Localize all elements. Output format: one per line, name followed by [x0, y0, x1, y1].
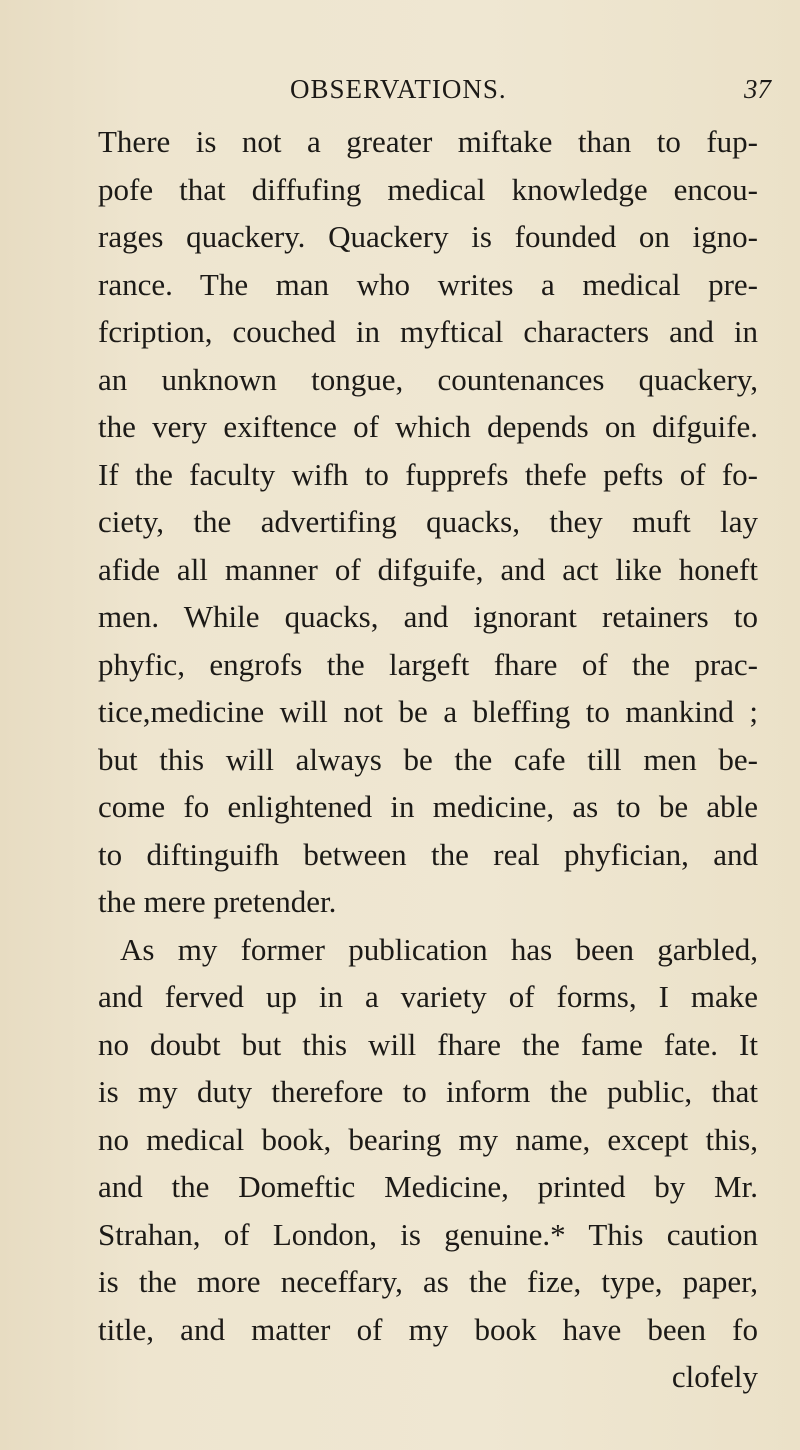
text-line: no doubt but this will fhare the fame fate. It [98, 1026, 758, 1062]
text-line: ciety, the advertifing quacks, they muft lay [98, 504, 758, 539]
text-line: men. While quacks, and ignorant retainers to [98, 599, 758, 634]
text-line: There is not a greater miftake than to fup- [98, 124, 758, 159]
text-line: If the faculty wifh to fupprefs thefe pefts of fo- [98, 456, 758, 492]
text-line: title, and matter of my book have been fo [98, 1311, 758, 1347]
text-line: the mere pretender. [98, 884, 337, 919]
text-line: to diftinguifh between the real phyfician, and [98, 836, 758, 872]
text-line: Strahan, of London, is genuine.* This caution [98, 1216, 758, 1252]
running-head: OBSERVATIONS. [290, 74, 507, 104]
text-line: phyfic, engrofs the largeft fhare of the prac- [98, 646, 758, 682]
text-line: As my former publication has been garbled, [120, 931, 758, 967]
text-line: afide all manner of difguife, and act like honeft [98, 551, 758, 587]
text-line: fcription, couched in myftical characters and in [98, 314, 758, 349]
text-line: pofe that diffufing medical knowledge encou- [98, 171, 758, 207]
text-line: come fo enlightened in medicine, as to be able [98, 789, 758, 824]
text-line: and the Domeftic Medicine, printed by Mr. [98, 1169, 758, 1204]
body-text [98, 118, 758, 1401]
text-line: rages quackery. Quackery is founded on igno- [98, 219, 758, 254]
text-line: rance. The man who writes a medical pre- [98, 266, 758, 302]
text-line: and ferved up in a variety of forms, I make [98, 979, 758, 1014]
catchword: clofely [671, 1359, 758, 1394]
text-line: but this will always be the cafe till men be- [98, 741, 758, 777]
text-line: the very exiftence of which depends on difguife. [98, 409, 758, 444]
text-line: no medical book, bearing my name, except this, [98, 1121, 758, 1157]
text-line: is the more neceffary, as the fize, type, paper, [98, 1264, 758, 1299]
text-line: tice,medicine will not be a bleffing to mankind ; [98, 694, 758, 729]
text-line: an unknown tongue, countenances quackery, [98, 361, 758, 397]
page-number: 37 [744, 74, 771, 104]
text-line: is my duty therefore to inform the public, that [98, 1074, 758, 1109]
page-header [0, 70, 800, 110]
